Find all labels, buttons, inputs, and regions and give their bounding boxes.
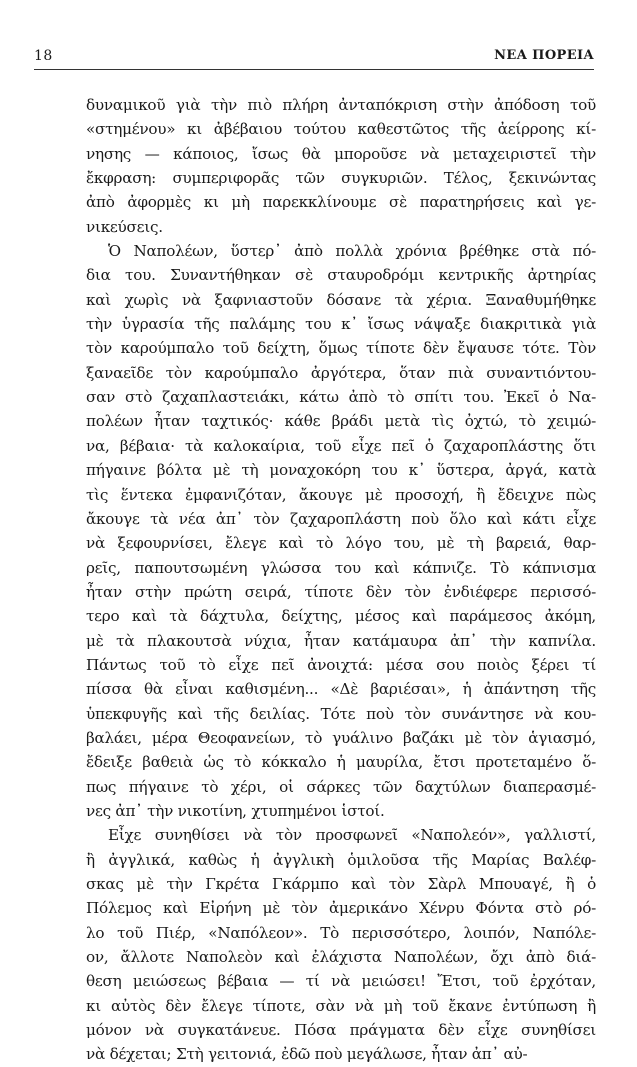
text-line: να, βέβαια· τὰ καλοκαίρια, τοῦ εἶχε πεῖ ὁ ζαχαροπλάστης ὅτι [86, 436, 596, 455]
text-line: «στημένου» κι ἀβέβαιου τούτου καθεστῶτος τῆς ἀείρροης κί- [86, 120, 596, 139]
paragraph [86, 93, 596, 239]
text-line: νὰ δέχεται; Στὴ γειτονιά, ἐδῶ ποὺ μεγάλωσε, ἦταν ἀπ᾽ αὐ- [86, 1045, 528, 1064]
text-line: Εἶχε συνηθίσει νὰ τὸν προσφωνεῖ «Ναπολεόν», γαλλιστί, [108, 826, 596, 845]
text-line: νικεύσεις. [86, 217, 163, 236]
text-line: ρεῖς, παπουτσωμένη γλώσσα του καὶ κάπνιζε. Τὸ κάπνισμα [86, 558, 596, 577]
text-line: πίσσα θὰ εἶναι καθισμένη... «Δὲ βαριέσαι», ἡ ἀπάντηση τῆς [86, 680, 596, 699]
paragraph [86, 239, 596, 823]
text-line: ξαναεῖδε τὸν καρούμπαλο ἀργότερα, ὅταν πιὰ συναντιόντου- [86, 363, 596, 382]
text-line: τὸν καρούμπαλο τοῦ δείχτη, ὅμως τίποτε δὲν ἔψαυσε τότε. Τὸν [86, 339, 596, 358]
text-line: ὑπεκφυγῆς καὶ τῆς δειλίας. Τότε ποὺ τὸν συνάντησε νὰ κου- [86, 704, 596, 723]
text-line: ἦταν στὴν πρώτη σειρά, τίποτε δὲν τὸν ἐνδιέφερε περισσό- [86, 582, 596, 601]
text-line: μὲ τὰ πλακουτσὰ νύχια, ἦταν κατάμαυρα ἀπ᾽ τὴν καπνίλα. [86, 631, 596, 650]
text-line: ἔκφραση: συμπεριφορᾶς τῶν συγκυριῶν. Τέλος, ξεκινώντας [86, 169, 596, 188]
text-line: σαν στὸ ζαχαπλαστειάκι, κάτω ἀπὸ τὸ σπίτι του. Ἐκεῖ ὁ Να- [86, 388, 596, 407]
text-line: Πόλεμος καὶ Εἰρήνη μὲ τὸν ἀμερικάνο Χένρυ Φόντα στὸ ρό- [86, 899, 596, 918]
text-line: σκας μὲ τὴν Γκρέτα Γκάρμπο καὶ τὸν Σὰρλ Μπουαγέ, ἢ ὁ [86, 875, 596, 893]
text-line: ον, ἄλλοτε Ναπολεὸν καὶ ἐλάχιστα Ναπολέων, ὄχι ἀπὸ διά- [86, 948, 596, 967]
header-rule [34, 69, 594, 70]
text-line: ἀπὸ ἀφορμὲς κι μὴ παρεκκλίνουμε σὲ παρατηρήσεις καὶ γε- [86, 193, 596, 212]
text-line: λο τοῦ Πιέρ, «Ναπόλεον». Τὸ περισσότερο, λοιπόν, Ναπόλε- [86, 923, 596, 942]
running-title: ΝΕΑ ΠΟΡΕΙΑ [494, 48, 594, 63]
text-line: πήγαινε βόλτα μὲ τὴ μοναχοκόρη του κ᾽ ὕστερα, ἀργά, κατὰ [86, 461, 596, 480]
text-line: νες ἀπ᾽ τὴν νικοτίνη, χτυπημένοι ἱστοί. [86, 801, 385, 820]
text-line: Πάντως τοῦ τὸ εἶχε πεῖ ἀνοιχτά: μέσα σου ποιὸς ξέρει τί [86, 655, 596, 674]
text-line: κι αὐτὸς δὲν ἔλεγε τίποτε, σὰν νὰ μὴ τοῦ ἔκανε ἐντύπωση ἢ [86, 996, 596, 1015]
text-line: δυναμικοῦ γιὰ τὴν πιὸ πλήρη ἀνταπόκριση στὴν ἀπόδοση τοῦ [86, 96, 596, 114]
text-line: τερο καὶ τὰ δάχτυλα, δείχτης, μέσος καὶ παράμεσος ἀκόμη, [86, 607, 596, 626]
text-line: νὰ ξεφουρνίσει, ἔλεγε καὶ τὸ λόγο του, μὲ τὴ βαρειά, θαρ- [86, 534, 596, 553]
page-number: 18 [34, 48, 53, 64]
text-line: ἄκουγε τὰ νέα ἀπ᾽ τὸν ζαχαροπλάστη ποὺ ὅλο καὶ κάτι εἶχε [86, 509, 596, 528]
text-line: μόνον νὰ συγκατάνευε. Πόσα πράγματα δὲν εἶχε συνηθίσει [86, 1021, 596, 1040]
text-line: δια του. Συναντήθηκαν σὲ σταυροδρόμι κεντρικῆς ἀρτηρίας [86, 266, 596, 285]
text-line: θεση μειώσεως βέβαια — τί νὰ μειώσει! Ἔτσι, τοῦ ἐρχόταν, [86, 972, 596, 991]
text-line: ἢ ἀγγλικά, καθὼς ἡ ἀγγλικὴ ὁμιλοῦσα τῆς Μαρίας Βαλέφ- [86, 850, 596, 869]
text-line: καὶ χωρὶς νὰ ξαφνιαστοῦν δόσανε τὰ χέρια. Ξαναθυμήθηκε [86, 290, 596, 309]
text-line: τὶς ἕντεκα ἐμφανιζόταν, ἄκουγε μὲ προσοχή, ἢ ἔδειχνε πὼς [86, 485, 596, 504]
paragraph [86, 823, 596, 1066]
page-header [34, 48, 594, 70]
body-text [86, 93, 596, 1067]
text-line: πολέων ἦταν ταχτικός· κάθε βράδι μετὰ τὶς ὀχτώ, τὸ χειμώ- [86, 412, 596, 431]
text-line: βαλάει, μέρα Θεοφανείων, τὸ γυάλινο βαζάκι μὲ τὸν ἁγιασμό, [86, 728, 596, 747]
text-line: Ὁ Ναπολέων, ὕστερ᾽ ἀπὸ πολλὰ χρόνια βρέθηκε στὰ πό- [108, 242, 596, 261]
text-line: νησης — κάποιος, ἴσως θὰ μποροῦσε νὰ μεταχειριστεῖ τὴν [86, 144, 596, 163]
text-line: πως πήγαινε τὸ χέρι, οἱ σάρκες τῶν δαχτύλων διαπερασμέ- [86, 777, 596, 796]
text-line: ἔδειξε βαθειὰ ὡς τὸ κόκκαλο ἡ μαυρίλα, ἔτσι προτεταμένο ὅ- [86, 753, 596, 772]
text-line: τὴν ὑγρασία τῆς παλάμης του κ᾽ ἴσως νάψαξε διακριτικὰ γιὰ [86, 315, 596, 334]
